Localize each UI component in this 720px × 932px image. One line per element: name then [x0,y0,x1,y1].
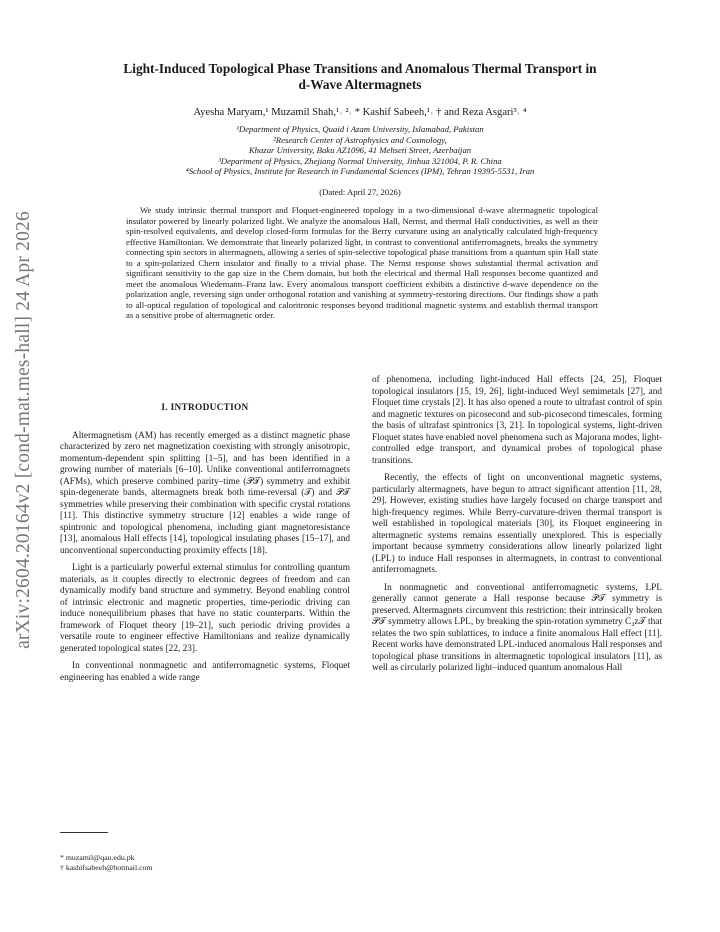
footnote-email-2: † kashifsabeeh@hotmail.com [60,863,153,872]
footnote-rule [60,832,108,833]
paper-title [60,61,660,93]
title-line-1: Light-Induced Topological Phase Transitions and Anomalous Thermal Transport in [123,61,597,76]
affiliation-1: ¹Department of Physics, Quaid i Azam University, Islamabad, Pakistan [236,124,484,134]
paragraph: Altermagnetism (AM) has recently emerged as a distinct magnetic phase characterized by zero net magnetization coexisting with strongly anisotropic, momentum-dependent spin splitting [1–5], and has been identified in a growing number of materials [6–10]. Unlike conventional antiferromagnets (AFMs), which preserve combined parity–time (𝒫𝒯) symmetry and exhibit spin-degenerate bands, altermagnets break both time-reversal (𝒯) and 𝒫𝒯 symmetries while preserving their combination with specific crystal rotations [11]. This distinctive symmetry structure [12] enables a wide range of spintronic and topological phenomena, including giant magnetoresistance [13], anomalous Hall effects [14], topological insulating phases [15–17], and unconventional superconducting proximity effects [18]. [60,430,350,556]
affiliation-4: ⁴School of Physics, Institute for Research in Fundamental Sciences (IPM), Tehran 19395-5531, Iran [185,166,535,176]
paragraph: of phenomena, including light-induced Hall effects [24, 25], Floquet topological insulators [15, 19, 26], light-induced Weyl semimetals [27], and Floquet time crystals [2]. It has also opened a route to ultrafast control of spin and magnetic textures on picosecond and sub-picosecond timescales, forming the basis of ultrafast spintronics [3, 21]. In topological systems, light-driven Floquet states have enabled novel phenomena such as Majorana modes, light-controlled edge transport, and dynamical probes of topological phase transitions. [372,375,662,466]
affiliations [60,124,660,177]
paragraph: Light is a particularly powerful external stimulus for controlling quantum materials, as it couples directly to electronic degrees of freedom and can dynamically modify band structure and symmetry. Beyond enabling control of intrinsic electronic and magnetic properties, time-periodic driving can induce nonequilibrium phases that have no static counterparts. Within the framework of Floquet theory [19–21], such periodic driving provides a versatile route to engineer effective Hamiltonians and realize dynamically generated topological states [22, 23]. [60,563,350,654]
affiliation-3: ³Department of Physics, Zhejiang Normal University, Jinhua 321004, P. R. China [218,155,502,166]
footnote-email-1: * muzamil@qau.edu.pk [60,853,135,862]
footnotes [60,853,153,873]
abstract: We study intrinsic thermal transport and Floquet-engineered topology in a two-dimensional d-wave altermagnetic topological insulator powered by linearly polarized light. We analyze the anomalous Hall, Nernst, and thermal Hall conductivities, as well as their spin-resolved equivalents, and develop closed-form formulas for the Berry curvature using an analytically calculated high-frequency effective Hamiltonian. We demonstrate that linearly polarized light, in contrast to conventional antiferromagnets, breaks the symmetry connecting spin sectors in altermagnets, allowing a series of spin-selective topological phase transitions from a quantum spin Hall state to a spin-polarized Chern insulator and finally to a trivial phase. The Nernst response shows substantial thermal activation and significant sensitivity to the gap size in the Chern domain, but both the electrical and thermal Hall responses become quantized and meet the anomalous Wiedemann–Franz law. Every anomalous transport coefficient exhibits a distinctive d-wave dependence on the polarization angle, reversing sign under orthogonal rotation and vanishing at symmetry-restoring directions. Our findings show a path to all-optical regulation of topological and caloritronic responses beyond traditional magnetic systems and establish thermal transport as a sensitive probe of altermagnetic order. [126,205,598,320]
author-list: Ayesha Maryam,¹ Muzamil Shah,¹˒ ²˒ * Kashif Sabeeh,¹˒ † and Reza Asgari³˒ ⁴ [193,107,527,118]
date-line: (Dated: April 27, 2026) [319,187,401,197]
section-heading: I. INTRODUCTION [161,403,249,413]
affiliation-2: ²Research Center of Astrophysics and Cosmology, [273,134,447,145]
arxiv-identifier: arXiv:2604.20164v2 [cond-mat.mes-hall] 24 Apr 2026 [13,211,34,649]
paragraph: In conventional nonmagnetic and antiferromagnetic systems, Floquet engineering has enabled a wide range [60,661,350,683]
title-line-2: d-Wave Altermagnets [298,77,422,92]
left-column [60,403,350,684]
affiliation-2-cont: Khazar University, Baku AZ1096, 41 Mehseti Street, Azerbaijan [248,145,472,155]
paragraph: In nonmagnetic and conventional antiferromagnetic systems, LPL generally cannot generate a Hall response because 𝒫𝒯 symmetry is preserved. Altermagnets circumvent this restriction: their intrinsically broken 𝒫𝒯 symmetry allows LPL, by breaking the spin-rotation symmetry C₄z𝒯 that relates the two spin sublattices, to induce a finite anomalous Hall effect [11]. Recent works have demonstrated LPL-induced anomalous Hall responses and topological phase transitions in altermagnetic topological insulators [11], as well as circularly polarized light–induced quantum anomalous Hall [372,582,662,673]
right-column [372,375,662,675]
paragraph: Recently, the effects of light on unconventional magnetic systems, particularly altermagnets, have begun to attract significant attention [11, 28, 29]. However, existing studies have largely focused on charge transport and high-frequency regimes. While Berry-curvature-driven thermal transport is well established in topological materials [30], its Floquet engineering in altermagnetic systems remains essentially unexplored. This is especially important because symmetry considerations allow linearly polarized light (LPL) to induce Hall responses in altermagnets, in contrast to conventional antiferromagnets. [372,473,662,575]
